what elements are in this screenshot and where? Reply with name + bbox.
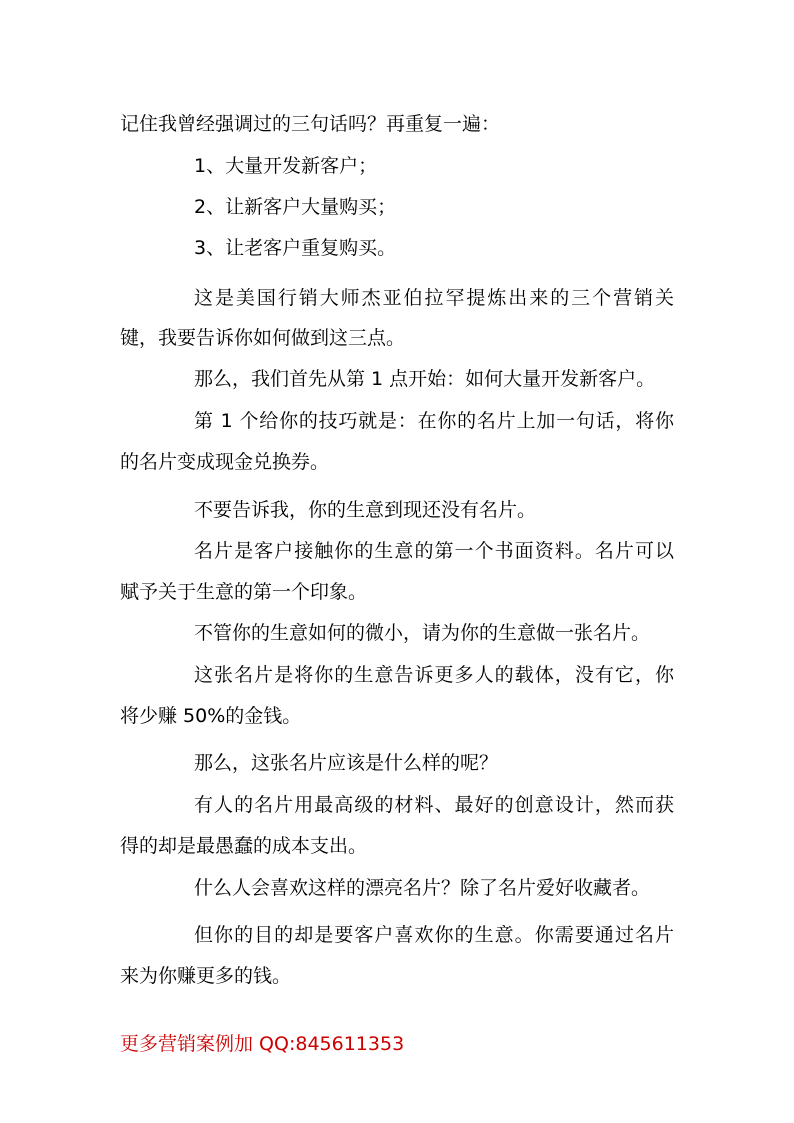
paragraph-11-line-2: 来为你赚更多的钱。 bbox=[120, 965, 292, 987]
footer-promo bbox=[120, 1030, 404, 1058]
list-item-3: 3、让老客户重复购买。 bbox=[194, 237, 397, 259]
paragraph-6: 不管你的生意如何的微小，请为你的生意做一张名片。 bbox=[194, 622, 651, 644]
paragraph-5-line-1: 名片是客户接触你的生意的第一个书面资料。名片可以 bbox=[194, 540, 674, 562]
paragraph-3-line-2: 的名片变成现金兑换券。 bbox=[120, 451, 330, 473]
paragraph-1-line-1: 这是美国行销大师杰亚伯拉罕提炼出来的三个营销关 bbox=[194, 287, 674, 309]
paragraph-2: 那么，我们首先从第 1 点开始：如何大量开发新客户。 bbox=[194, 368, 656, 390]
paragraph-1-line-2: 键，我要告诉你如何做到这三点。 bbox=[120, 327, 406, 349]
footer-label: 更多营销案例加 bbox=[120, 1033, 260, 1055]
paragraph-10: 什么人会喜欢这样的漂亮名片？除了名片爱好收藏者。 bbox=[194, 877, 651, 899]
paragraph-5-line-2: 赋予关于生意的第一个印象。 bbox=[120, 581, 368, 603]
paragraph-11-line-1: 但你的目的却是要客户喜欢你的生意。你需要通过名片 bbox=[194, 924, 674, 946]
paragraph-3-line-1: 第 1 个给你的技巧就是：在你的名片上加一句话，将你 bbox=[194, 410, 674, 432]
paragraph-7-line-2: 将少赚 50%的金钱。 bbox=[120, 705, 302, 727]
footer-qq: QQ:845611353 bbox=[259, 1033, 405, 1055]
list-item-2: 2、让新客户大量购买； bbox=[194, 196, 397, 218]
intro-line: 记住我曾经强调过的三句话吗？再重复一遍： bbox=[120, 113, 501, 135]
paragraph-9-line-2: 得的却是最愚蠢的成本支出。 bbox=[120, 835, 368, 857]
paragraph-4: 不要告诉我，你的生意到现还没有名片。 bbox=[194, 499, 537, 521]
paragraph-9-line-1: 有人的名片用最高级的材料、最好的创意设计，然而获 bbox=[194, 794, 674, 816]
list-item-1: 1、大量开发新客户； bbox=[194, 155, 378, 177]
paragraph-8: 那么，这张名片应该是什么样的呢？ bbox=[194, 752, 499, 774]
paragraph-7-line-1: 这张名片是将你的生意告诉更多人的载体，没有它，你 bbox=[194, 664, 674, 686]
